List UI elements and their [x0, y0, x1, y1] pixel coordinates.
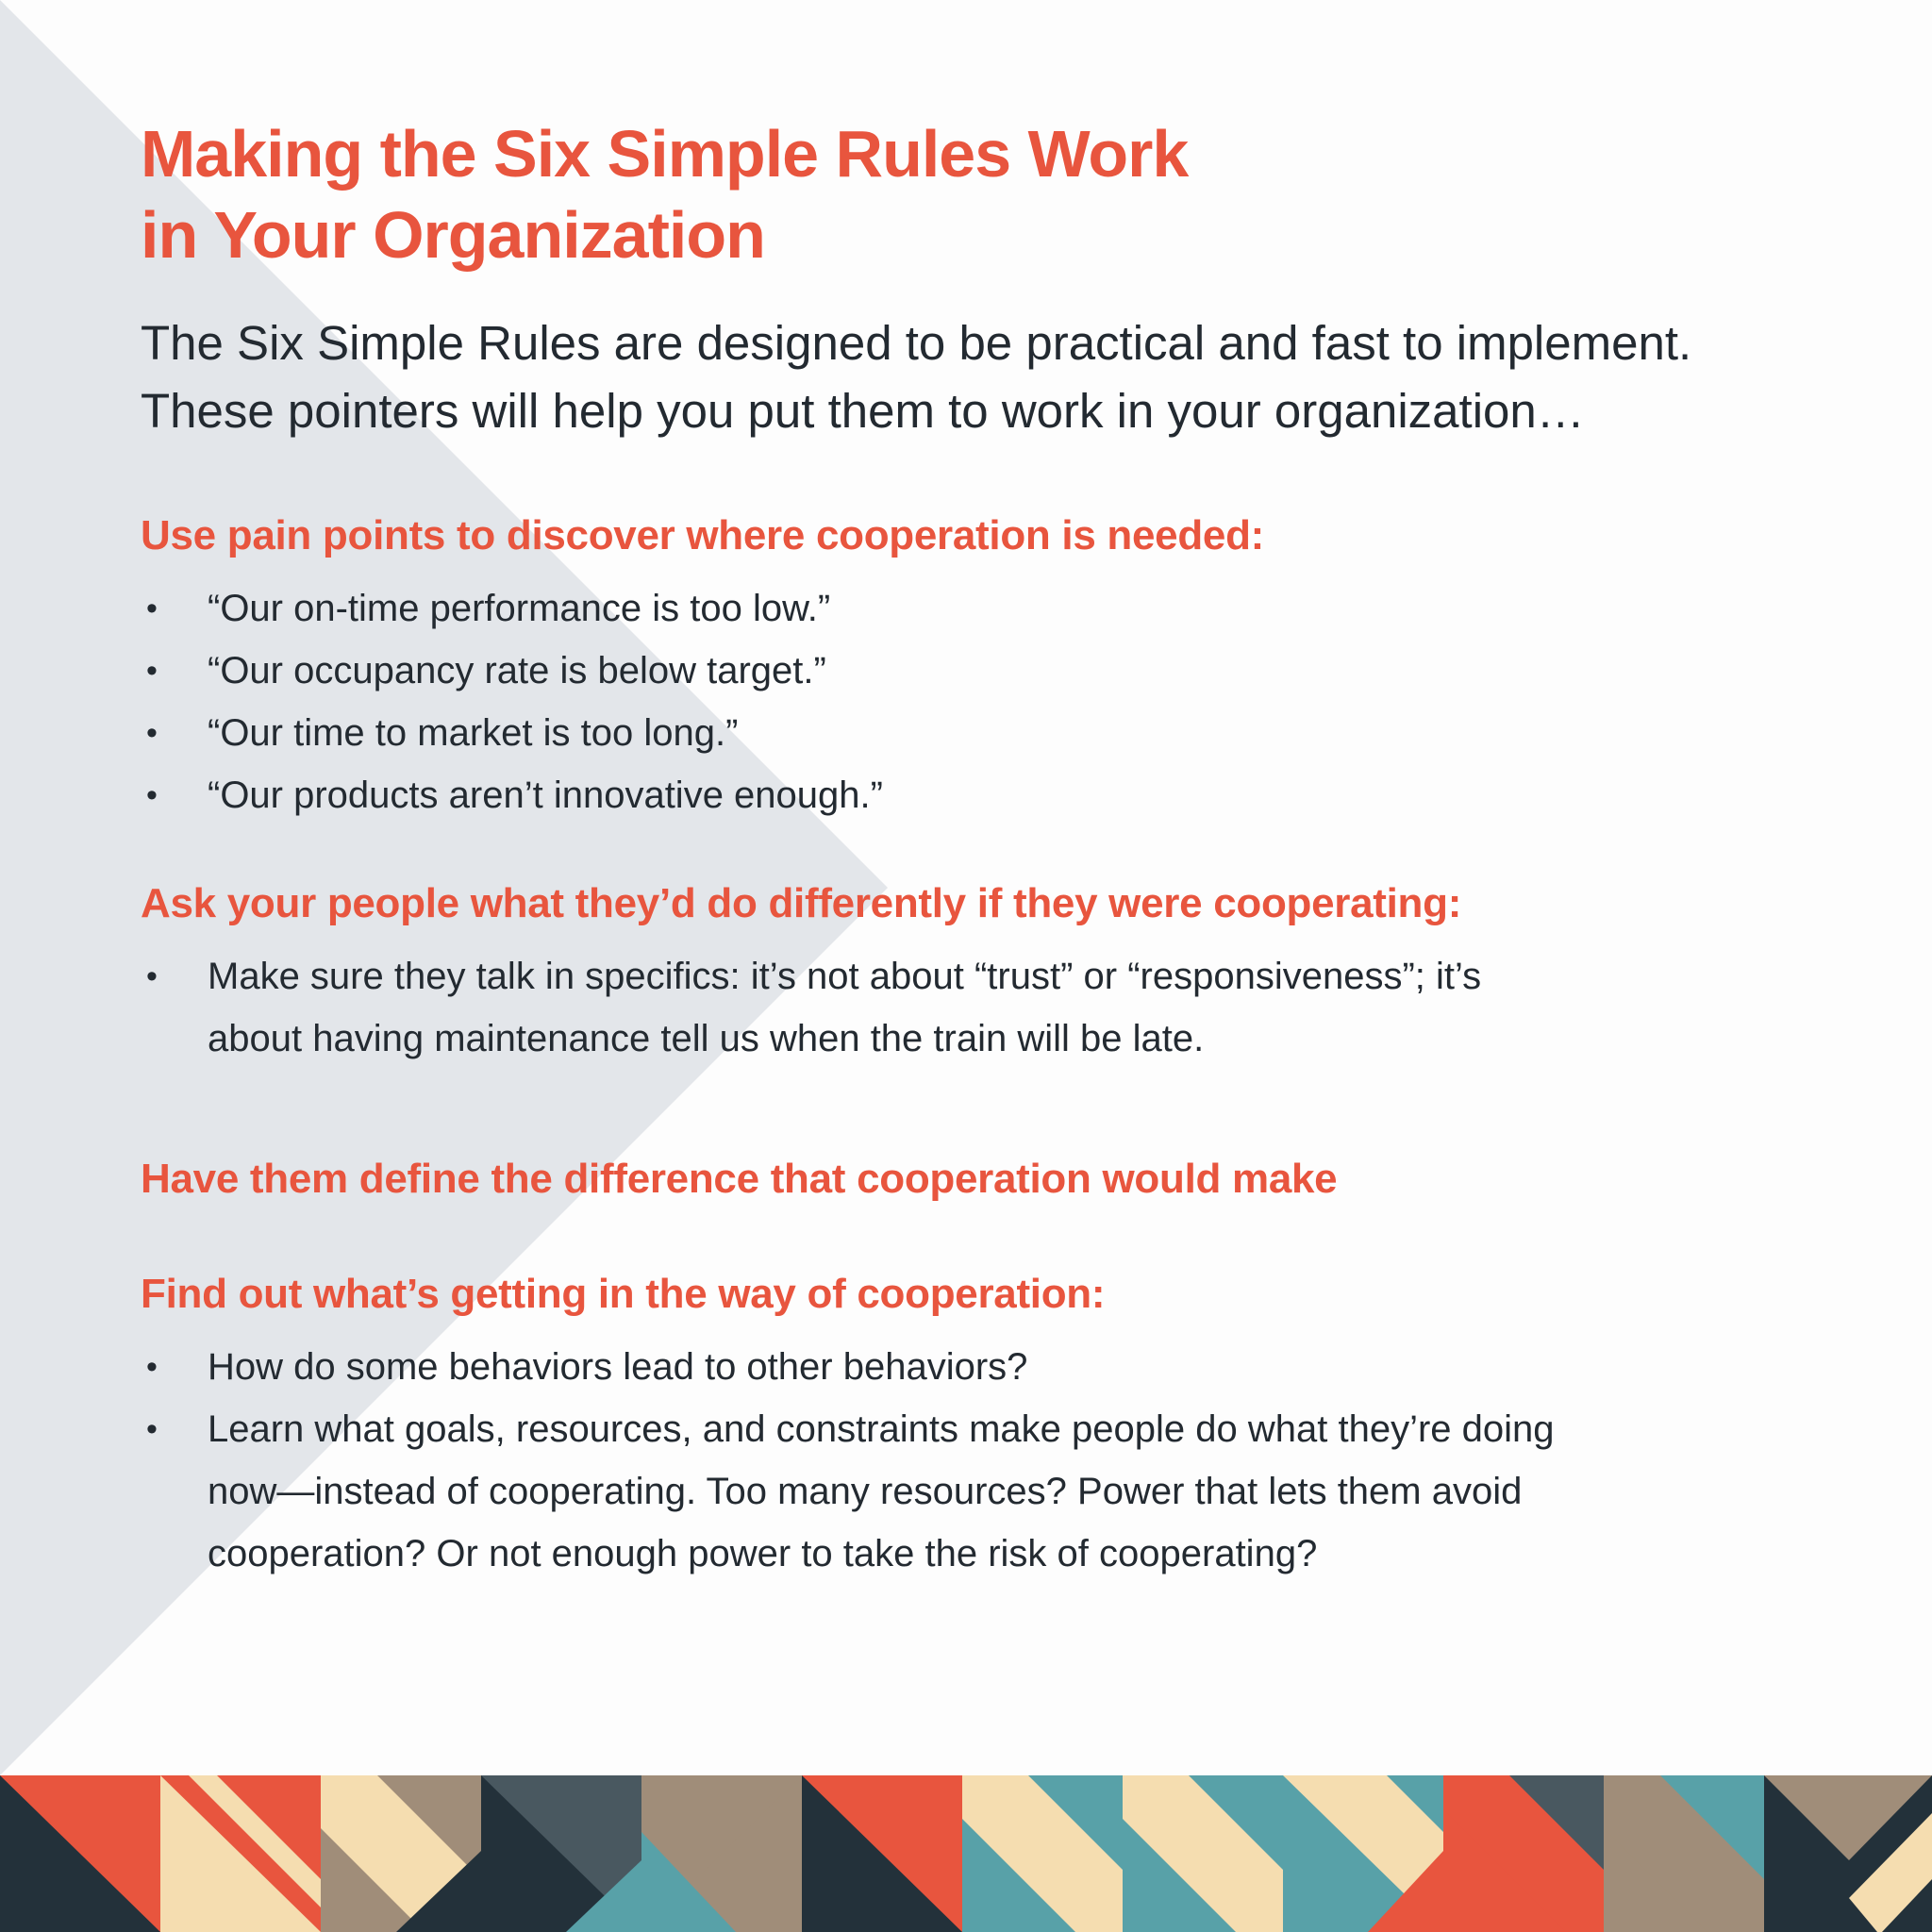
intro-paragraph — [141, 309, 1839, 445]
list-item-text: “Our time to market is too long.” — [208, 712, 739, 754]
bullet-icon: • — [146, 958, 158, 994]
section-heading-define-difference: Have them define the difference that cooperation would make — [141, 1156, 1338, 1202]
list-item — [141, 1336, 1575, 1398]
band-tile-6 — [802, 1775, 962, 1932]
list-item — [141, 764, 1839, 826]
list-item — [141, 702, 1839, 764]
band-tile-8 — [1123, 1775, 1283, 1932]
intro-line-2: These pointers will help you put them to work in your organization… — [141, 384, 1585, 438]
section-heading-find-obstacles: Find out what’s getting in the way of cooperation: — [141, 1271, 1106, 1317]
decorative-triangle-band — [0, 1775, 1932, 1932]
band-tile-1 — [0, 1775, 160, 1932]
band-tile-7 — [962, 1775, 1123, 1932]
list-item — [141, 577, 1839, 640]
bullet-icon: • — [146, 777, 158, 813]
band-tile-11 — [1604, 1775, 1764, 1932]
obstacles-list — [141, 1336, 1839, 1585]
section-heading-pain-points: Use pain points to discover where cooperation is needed: — [141, 512, 1265, 558]
band-tile-2 — [160, 1775, 321, 1932]
title-line-1: Making the Six Simple Rules Work — [141, 117, 1189, 191]
pain-points-list — [141, 577, 1839, 826]
bullet-icon: • — [146, 715, 158, 751]
bullet-icon: • — [146, 653, 158, 689]
band-tile-3 — [321, 1775, 481, 1932]
band-tile-10 — [1443, 1775, 1604, 1932]
list-item-text: How do some behaviors lead to other behaviors? — [208, 1346, 1028, 1388]
list-item-text: Learn what goals, resources, and constraints make people do what they’re doing now—instead of cooperating. Too many resources? Power that lets them avoid cooperation? Or not enough power to take the risk of cooperating? — [208, 1408, 1555, 1574]
list-item-text: “Our on-time performance is too low.” — [208, 588, 831, 629]
band-tile-4 — [481, 1775, 641, 1932]
list-item-text: “Our occupancy rate is below target.” — [208, 650, 826, 691]
ask-people-list — [141, 945, 1839, 1070]
section-heading-ask-people: Ask your people what they’d do differently if they were cooperating: — [141, 880, 1462, 926]
band-tile-9 — [1283, 1775, 1443, 1932]
list-item — [141, 640, 1839, 702]
bullet-icon: • — [146, 1349, 158, 1385]
band-tile-5 — [641, 1775, 802, 1932]
intro-line-1: The Six Simple Rules are designed to be practical and fast to implement. — [141, 316, 1692, 370]
page-title — [141, 113, 1839, 275]
list-item — [141, 1398, 1575, 1585]
bullet-icon: • — [146, 591, 158, 626]
bullet-icon: • — [146, 1411, 158, 1447]
document-content — [141, 113, 1839, 1585]
title-line-2: in Your Organization — [141, 198, 765, 272]
band-tile-12 — [1764, 1775, 1932, 1932]
list-item-text: “Our products aren’t innovative enough.” — [208, 774, 883, 816]
list-item-text: Make sure they talk in specifics: it’s not about “trust” or “responsiveness”; it’s about having maintenance tell us when the train will be late. — [208, 956, 1482, 1059]
list-item — [141, 945, 1547, 1070]
